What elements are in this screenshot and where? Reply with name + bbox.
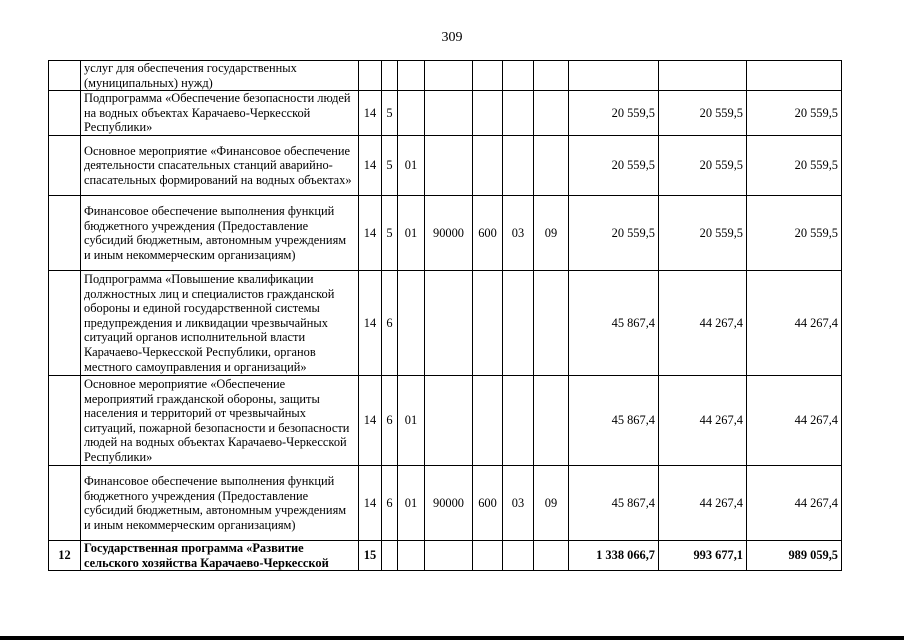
code-cell-1: 14 [359,376,382,466]
code-cell-6 [503,61,534,91]
amount-cell-2: 993 677,1 [659,541,747,571]
code-cell-5 [473,541,503,571]
code-cell-5: 600 [473,196,503,271]
code-cell-3: 01 [398,376,425,466]
amount-cell-2: 44 267,4 [659,376,747,466]
code-cell-7: 09 [534,196,569,271]
code-cell-5 [473,61,503,91]
budget-table [48,60,842,571]
code-cell-2 [382,541,398,571]
code-cell-2: 5 [382,196,398,271]
code-cell-7 [534,376,569,466]
code-cell-6 [503,271,534,376]
code-cell-6 [503,136,534,196]
amount-cell-1: 45 867,4 [569,271,659,376]
code-cell-5 [473,91,503,136]
code-cell-1: 14 [359,271,382,376]
code-cell-5 [473,271,503,376]
code-cell-7 [534,136,569,196]
row-number-cell [49,196,81,271]
row-number-cell [49,61,81,91]
amount-cell-3: 44 267,4 [747,271,842,376]
table-row [49,541,842,571]
code-cell-5: 600 [473,466,503,541]
code-cell-4 [425,91,473,136]
amount-cell-3: 989 059,5 [747,541,842,571]
code-cell-7 [534,61,569,91]
amount-cell-3: 20 559,5 [747,136,842,196]
row-name-cell: Финансовое обеспечение выполнения функций бюджетного учреждения (Предоставление субсидий бюджетным, автономным учреждениям и иным некоммерческим организациям) [81,466,359,541]
code-cell-6 [503,541,534,571]
code-cell-6 [503,91,534,136]
row-number-cell [49,91,81,136]
table-row [49,466,842,541]
code-cell-3 [398,541,425,571]
amount-cell-1: 20 559,5 [569,136,659,196]
code-cell-4: 90000 [425,466,473,541]
code-cell-7: 09 [534,466,569,541]
row-number-cell [49,136,81,196]
code-cell-3 [398,61,425,91]
amount-cell-3: 20 559,5 [747,196,842,271]
code-cell-1: 14 [359,466,382,541]
amount-cell-1: 45 867,4 [569,466,659,541]
code-cell-4 [425,541,473,571]
code-cell-5 [473,136,503,196]
code-cell-3 [398,91,425,136]
code-cell-2: 6 [382,271,398,376]
code-cell-7 [534,541,569,571]
amount-cell-3: 44 267,4 [747,376,842,466]
code-cell-6: 03 [503,196,534,271]
row-name-cell: Основное мероприятие «Обеспечение мероприятий гражданской обороны, защиты населения и территорий от чрезвычайных ситуаций, пожарной безопасности и безопасности людей на водных объектах Карачаево-Черкесской Республики» [81,376,359,466]
amount-cell-1: 45 867,4 [569,376,659,466]
row-name-cell: Основное мероприятие «Финансовое обеспечение деятельности спасательных станций аварийно-спасательных формирований на водных объектах» [81,136,359,196]
code-cell-4 [425,271,473,376]
code-cell-1: 14 [359,136,382,196]
row-number-cell: 12 [49,541,81,571]
code-cell-1: 14 [359,196,382,271]
row-number-cell [49,376,81,466]
amount-cell-1: 20 559,5 [569,91,659,136]
code-cell-3: 01 [398,466,425,541]
amount-cell-3: 44 267,4 [747,466,842,541]
code-cell-3: 01 [398,136,425,196]
amount-cell-3 [747,61,842,91]
table-row [49,136,842,196]
amount-cell-2 [659,61,747,91]
code-cell-1 [359,61,382,91]
code-cell-7 [534,271,569,376]
code-cell-7 [534,91,569,136]
page-number: 309 [441,30,463,45]
row-name-cell: Подпрограмма «Повышение квалификации должностных лиц и специалистов гражданской обороны и единой государственной системы предупреждения и ликвидации чрезвычайных ситуаций органов исполнительной власти Карачаево-Черкесской Республики, органов местного самоуправления и организаций» [81,271,359,376]
amount-cell-2: 20 559,5 [659,91,747,136]
row-number-cell [49,271,81,376]
code-cell-2: 6 [382,466,398,541]
code-cell-2 [382,61,398,91]
code-cell-4 [425,61,473,91]
amount-cell-2: 44 267,4 [659,271,747,376]
code-cell-4 [425,136,473,196]
row-name-cell: Государственная программа «Развитие сельского хозяйства Карачаево-Черкесской [81,541,359,571]
table-row [49,196,842,271]
row-name-cell: услуг для обеспечения государственных (муниципальных) нужд) [81,61,359,91]
amount-cell-1: 20 559,5 [569,196,659,271]
amount-cell-3: 20 559,5 [747,91,842,136]
amount-cell-1 [569,61,659,91]
code-cell-4: 90000 [425,196,473,271]
table-row [49,91,842,136]
table-row [49,376,842,466]
row-name-cell: Подпрограмма «Обеспечение безопасности людей на водных объектах Карачаево-Черкесской Республики» [81,91,359,136]
amount-cell-2: 20 559,5 [659,196,747,271]
code-cell-1: 14 [359,91,382,136]
code-cell-1: 15 [359,541,382,571]
amount-cell-2: 20 559,5 [659,136,747,196]
code-cell-6: 03 [503,466,534,541]
code-cell-5 [473,376,503,466]
code-cell-6 [503,376,534,466]
scan-edge-line [0,636,904,640]
amount-cell-2: 44 267,4 [659,466,747,541]
code-cell-3 [398,271,425,376]
code-cell-2: 6 [382,376,398,466]
code-cell-2: 5 [382,136,398,196]
row-number-cell [49,466,81,541]
code-cell-2: 5 [382,91,398,136]
table-row [49,271,842,376]
row-name-cell: Финансовое обеспечение выполнения функций бюджетного учреждения (Предоставление субсидий бюджетным, автономным учреждениям и иным некоммерческим организациям) [81,196,359,271]
table-row [49,61,842,91]
code-cell-4 [425,376,473,466]
amount-cell-1: 1 338 066,7 [569,541,659,571]
code-cell-3: 01 [398,196,425,271]
